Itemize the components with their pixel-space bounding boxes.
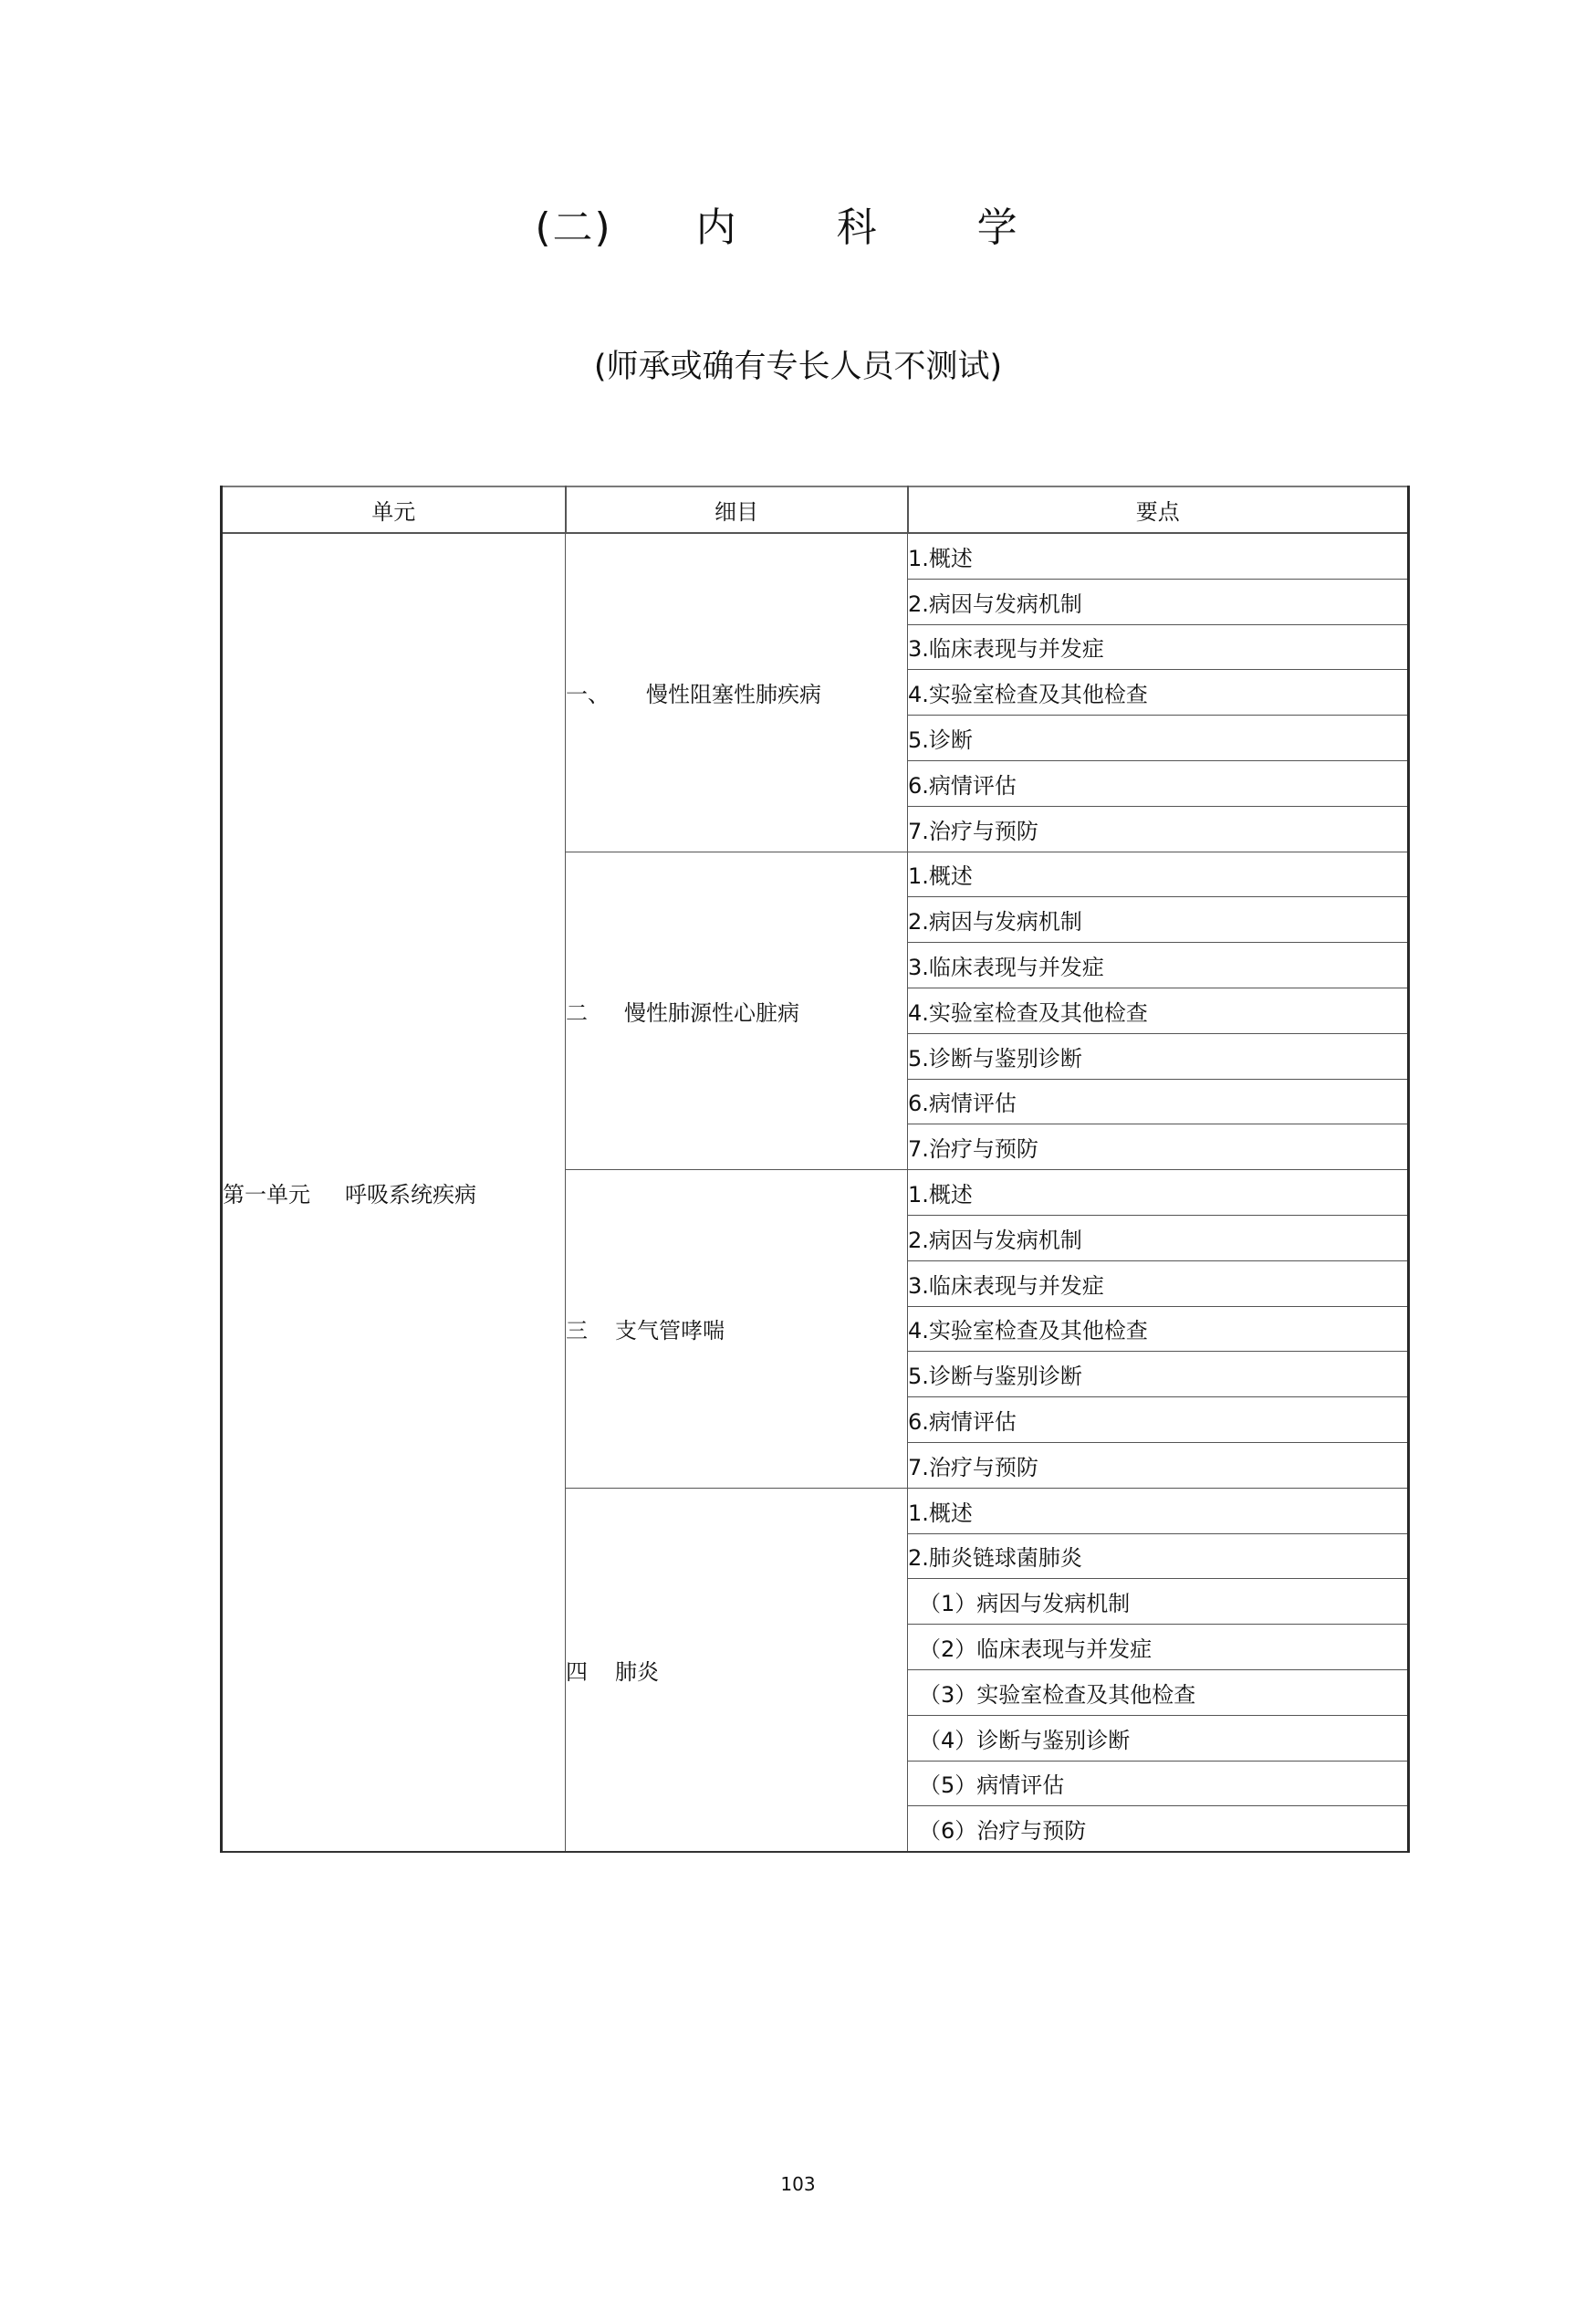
point-cell: 1.概述 (908, 533, 1409, 579)
column-header-points: 要点 (908, 486, 1409, 533)
point-cell: 3.临床表现与并发症 (908, 624, 1409, 670)
point-cell: 2.病因与发病机制 (908, 897, 1409, 943)
item-number: 四 (566, 1658, 588, 1685)
point-cell: 6.病情评估 (908, 1079, 1409, 1124)
point-cell: 1.概述 (908, 852, 1409, 897)
title-char: 科 (836, 204, 879, 251)
column-header-unit: 单元 (222, 486, 566, 533)
point-cell: 7.治疗与预防 (908, 806, 1409, 852)
item-cell (566, 852, 908, 1170)
point-cell: 4.实验室检查及其他检查 (908, 1306, 1409, 1352)
point-cell: （1）病因与发病机制 (908, 1579, 1409, 1625)
table-header-row (222, 486, 1409, 533)
point-cell: 1.概述 (908, 1488, 1409, 1533)
point-cell: 2.病因与发病机制 (908, 579, 1409, 624)
unit-cell (222, 533, 566, 1852)
point-cell: 6.病情评估 (908, 1397, 1409, 1443)
page-number: 103 (780, 2173, 816, 2195)
item-number: 一、 (566, 682, 610, 708)
page-title (0, 203, 1596, 254)
point-cell: 5.诊断与鉴别诊断 (908, 1352, 1409, 1397)
point-cell: 2.病因与发病机制 (908, 1215, 1409, 1260)
item-name: 支气管哮喘 (615, 1318, 725, 1344)
item-name: 慢性阻塞性肺疾病 (646, 682, 821, 708)
point-cell: 7.治疗与预防 (908, 1124, 1409, 1170)
point-cell: 3.临床表现与并发症 (908, 1260, 1409, 1306)
point-cell: （4）诊断与鉴别诊断 (908, 1715, 1409, 1761)
point-cell: 1.概述 (908, 1170, 1409, 1216)
point-cell: 5.诊断与鉴别诊断 (908, 1033, 1409, 1079)
point-cell: 4.实验室检查及其他检查 (908, 988, 1409, 1033)
point-cell: 4.实验室检查及其他检查 (908, 670, 1409, 716)
title-char: 学 (976, 204, 1019, 251)
unit-label: 第一单元 (223, 1182, 310, 1208)
title-section-number: (二) (535, 204, 612, 251)
table-row (222, 533, 1409, 579)
item-name: 肺炎 (615, 1658, 659, 1685)
unit-name: 呼吸系统疾病 (345, 1182, 476, 1208)
syllabus-table (220, 486, 1410, 1853)
point-cell: 6.病情评估 (908, 760, 1409, 806)
item-number: 二 (566, 999, 588, 1026)
item-cell (566, 1170, 908, 1489)
item-cell (566, 1488, 908, 1852)
point-cell: 2.肺炎链球菌肺炎 (908, 1533, 1409, 1579)
point-cell: （2）临床表现与并发症 (908, 1625, 1409, 1670)
point-cell: 7.治疗与预防 (908, 1442, 1409, 1488)
item-number: 三 (566, 1318, 588, 1344)
point-cell: （5）病情评估 (908, 1761, 1409, 1806)
page-subtitle: (师承或确有专长人员不测试) (593, 349, 1003, 385)
point-cell: （3）实验室检查及其他检查 (908, 1669, 1409, 1715)
point-cell: （6）治疗与预防 (908, 1806, 1409, 1852)
column-header-item: 细目 (566, 486, 908, 533)
item-name: 慢性肺源性心脏病 (624, 999, 799, 1026)
item-cell (566, 533, 908, 852)
point-cell: 5.诊断 (908, 716, 1409, 761)
point-cell: 3.临床表现与并发症 (908, 943, 1409, 988)
title-char: 内 (695, 204, 738, 251)
